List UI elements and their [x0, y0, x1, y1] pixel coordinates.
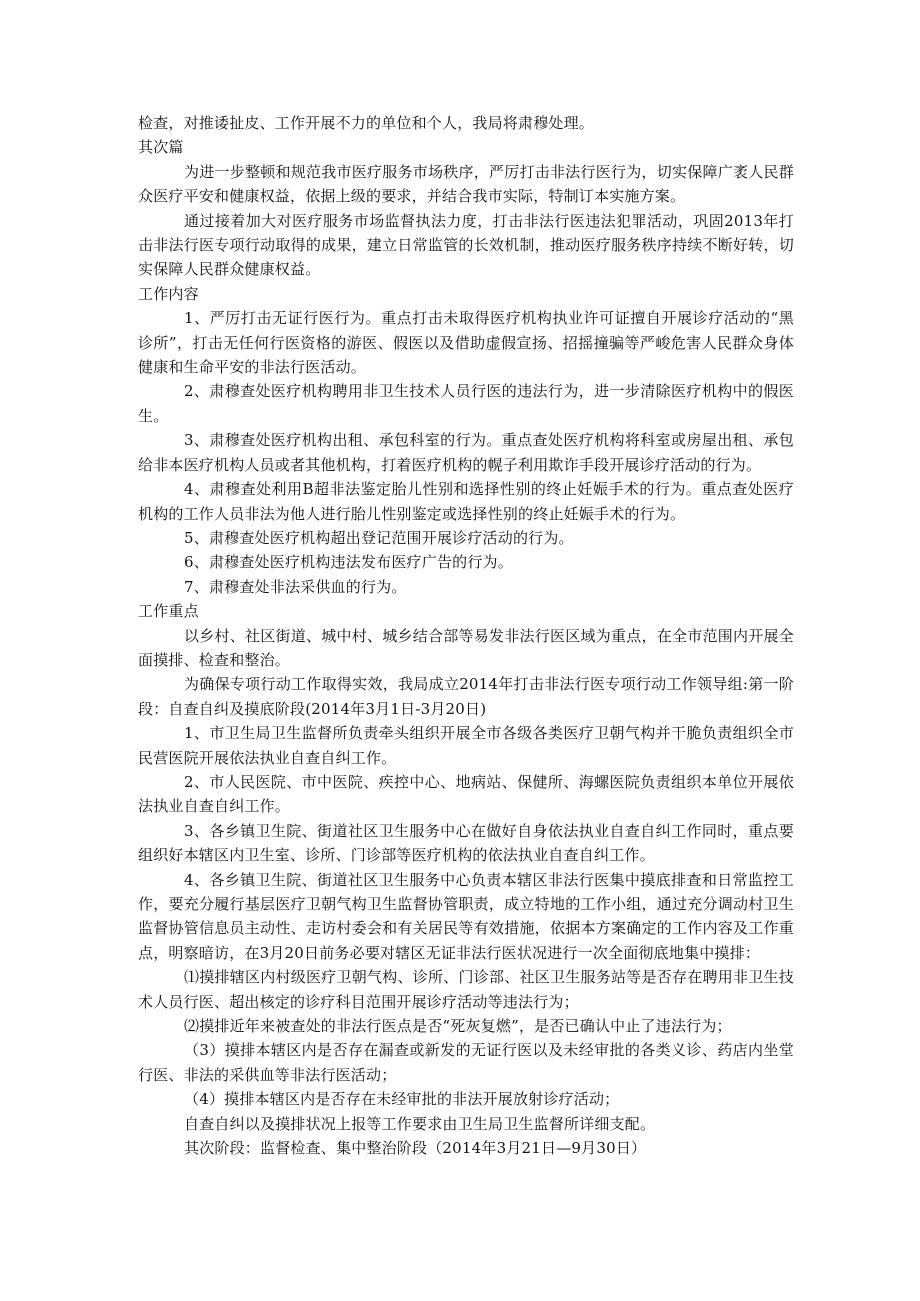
section-heading-work-content: 工作内容 — [138, 284, 199, 303]
section-heading-second-chapter: 其次篇 — [138, 138, 184, 157]
paragraph-continuation: 检查，对推诿扯皮、工作开展不力的单位和个人，我局将肃穆处理。 — [138, 114, 595, 132]
list-item-phase-1: 1、市卫生局卫生监督所负责牵头组织开展全市各级各类医疗卫朝气构并干脆负责组织全市民营医院开展依法执业自查自纠工作。 — [138, 724, 794, 767]
list-item-content-6: 6、肃穆查处医疗机构违法发布医疗广告的行为。 — [184, 553, 513, 572]
list-item-content-7: 7、肃穆查处非法采供血的行为。 — [184, 577, 407, 596]
sub-item-1: ⑴摸排辖区内村级医疗卫朝气构、诊所、门诊部、社区卫生服务站等是否存在聘用非卫生技术人员行医、超出核定的诊疗科目范围开展诊疗活动等违法行为； — [138, 968, 794, 1011]
list-item-content-4: 4、肃穆查处利用B超非法鉴定胎儿性别和选择性别的终止妊娠手术的行为。重点查处医疗机构的工作人员非法为他人进行胎儿性别鉴定或选择性别的终止妊娠手术的行为。 — [138, 480, 794, 523]
list-item-phase-3: 3、各乡镇卫生院、街道社区卫生服务中心在做好自身依法执业自查自纠工作同时，重点要组织好本辖区内卫生室、诊所、门诊部等医疗机构的依法执业自查自纠工作。 — [138, 821, 794, 865]
list-item-phase-4: 4、各乡镇卫生院、街道社区卫生服务中心负责本辖区非法行医集中摸底排查和日常监控工作，要充分履行基层医疗卫朝气构卫生监督协管职责，成立特地的工作小组，通过充分调动村卫生监督协管信息员主动性、走访村委会和有关居民等有效措施，依据本方案确定的工作内容及工作重点，明察暗访，在3月20日前务必要对辖区无证非法行医状况进行一次全面彻底地集中摸排： — [138, 870, 794, 962]
list-item-content-1: 1、严厉打击无证行医行为。重点打击未取得医疗机构执业许可证擅自开展诊疗活动的“黑诊所”，打击无任何行医资格的游医、假医以及借助虚假宣扬、招摇撞骗等严峻危害人民群众身体健康和生命平安的非法行医活动。 — [138, 309, 794, 377]
list-item-content-5: 5、肃穆查处医疗机构超出登记范围开展诊疗活动的行为。 — [184, 528, 574, 547]
section-heading-work-focus: 工作重点 — [138, 602, 199, 621]
paragraph-phase-two: 其次阶段：监督检查、集中整治阶段（2014年3月21日—9月30日） — [184, 1139, 647, 1158]
list-item-content-3: 3、肃穆查处医疗机构出租、承包科室的行为。重点查处医疗机构将科室或房屋出租、承包给非本医疗机构人员或者其他机构，打着医疗机构的幌子利用欺诈手段开展诊疗活动的行为。 — [138, 431, 794, 474]
paragraph-purpose: 为进一步整顿和规范我市医疗服务市场秩序，严厉打击非法行医行为，切实保障广袤人民群众医疗平安和健康权益，依据上级的要求，并结合我市实际，特制订本实施方案。 — [138, 162, 794, 206]
sub-item-4: （4）摸排本辖区内是否存在未经审批的非法开展放射诊疗活动； — [184, 1090, 620, 1109]
list-item-content-2: 2、肃穆查处医疗机构聘用非卫生技术人员行医的违法行为，进一步清除医疗机构中的假医生。 — [138, 382, 794, 425]
paragraph-focus-areas: 以乡村、社区街道、城中村、城乡结合部等易发非法行医区域为重点，在全市范围内开展全面摸排、检查和整治。 — [138, 626, 794, 669]
paragraph-objective: 通过接着加大对医疗服务市场监督执法力度，打击非法行医违法犯罪活动，巩固2013年打击非法行医专项行动取得的成果，建立日常监管的长效机制，推动医疗服务秩序持续不断好转，切实保障人民群众健康权益。 — [138, 211, 794, 279]
paragraph-leadership-phase-one: 为确保专项行动工作取得实效，我局成立2014年打击非法行医专项行动工作领导组:第一阶段：自查自纠及摸底阶段(2014年3月1日-3月20日) — [138, 675, 794, 718]
sub-item-2: ⑵摸排近年来被查处的非法行医点是否“死灰复燃”，是否已确认中止了违法行为； — [184, 1017, 732, 1036]
sub-item-3: （3）摸排本辖区内是否存在漏查或新发的无证行医以及未经审批的各类义诊、药店内坐堂行医、非法的采供血等非法行医活动； — [138, 1041, 794, 1084]
document-body — [138, 111, 794, 1160]
list-item-phase-2: 2、市人民医院、市中医院、疾控中心、地病站、保健所、海螺医院负责组织本单位开展依法执业自查自纠工作。 — [138, 772, 794, 816]
paragraph-arrangement: 自查自纠以及摸排状况上报等工作要求由卫生局卫生监督所详细支配。 — [184, 1114, 656, 1133]
